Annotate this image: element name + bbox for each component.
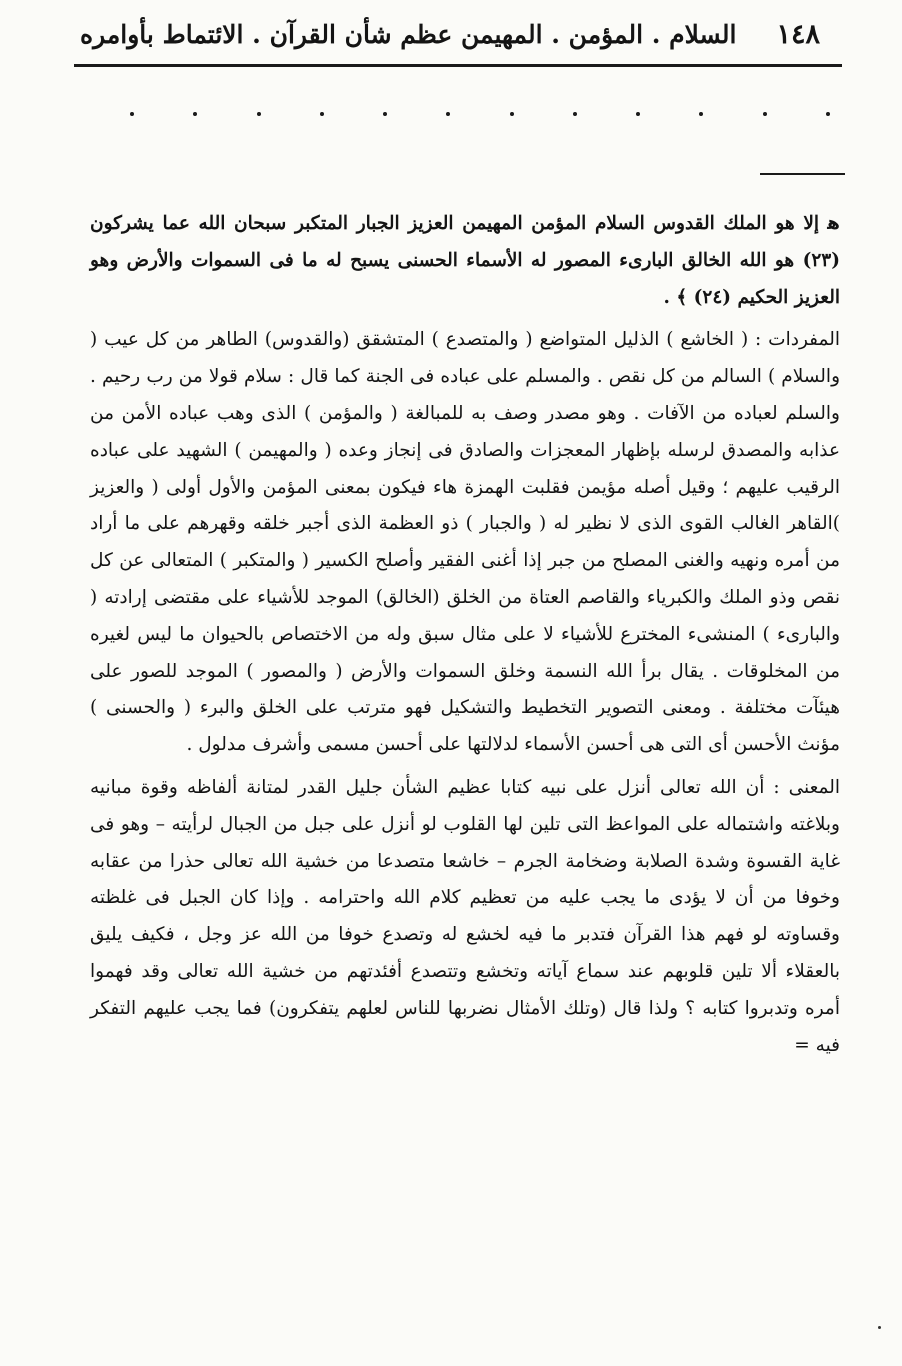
dot	[826, 112, 830, 116]
vocabulary-paragraph: المفردات : ( الخاشع ) الذليل المتواضع ( والمتصدع ) المتشقق (والقدوس) الطاهر من كل عيب ( والسلام ) السالم من كل نقص . والمسلم على عباده فى الجنة كما قال : سلام قولا من رب رحيم . والسلم لعباده من الآفات . وهو مصدر وصف به للمبالغة ( والمؤمن ) الذى وهب عباده الأمن من عذابه والمصدق لرسله بإظهار المعجزات والصادق فى إنجاز وعده ( والمهيمن ) الشهيد على عباده الرقيب عليهم ؛ وقيل أصله مؤيمن فقلبت الهمزة هاء فيكون بمعنى المؤمن والأول أولى ( والعزيز )القاهر الغالب القوى الذى لا نظير له ( والجبار ) ذو العظمة الذى أجبر خلقه وقهرهم على ما أراد من أمره ونهيه والغنى المصلح من جبر إذا أغنى الفقير وأصلح الكسير ( والمتكبر ) المتعالى عن كل نقص وذو الملك والكبرياء والقاصم العتاة من الخلق (الخالق) الموجد للأشياء على مقتضى إرادته ( والبارىء ) المنشىء المخترع للأشياء لا على مثال سبق وله من الاختصاص بالحيوان ما ليس لغيره من المخلوقات . يقال برأ الله النسمة وخلق السموات والأرض ( والمصور ) الموجد للصور على هيئآت مختلفة . ومعنى التصوير التخطيط والتشكيل فهو مترتب على الخلق والبرء ( والحسنى ) مؤنث الأحسن أى التى هى أحسن الأسماء لدلالتها على أحسن مسمى وأشرف مدلول .	[90, 329, 840, 756]
dot	[763, 112, 767, 116]
dot	[383, 112, 387, 116]
verse-paragraph	[90, 206, 840, 316]
verse-marker: ﻫ	[827, 213, 840, 234]
dot	[510, 112, 514, 116]
dot	[699, 112, 703, 116]
dot	[573, 112, 577, 116]
page-number: ١٤٨	[776, 18, 820, 50]
running-title: السلام . المؤمن . المهيمن عظم شأن القرآن . الائتماط بأوامره	[80, 19, 737, 49]
body-text	[90, 206, 840, 1064]
margin-speck	[878, 1326, 881, 1329]
ellipsis-dots	[130, 112, 830, 132]
page-header	[80, 8, 820, 60]
dot	[320, 112, 324, 116]
header-rule	[74, 64, 842, 67]
dot	[193, 112, 197, 116]
meaning-paragraph: المعنى : أن الله تعالى أنزل على نبيه كتابا عظيم الشأن جليل القدر لمتانة ألفاظه وقوة مبانيه وبلاغته واشتماله على المواعظ التى تلين لها القلوب لو أنزل على جبل من الجبال لرأيته – وهو فى غاية القسوة وشدة الصلابة وضخامة الجرم – خاشعا متصدعا من خشية الله تعالى حذرا من عقابه وخوفا من أن لا يؤدى ما يجب عليه من تعظيم كلام الله واحترامه . وإذا كان الجبل فى غلظته وقساوته لو فهم هذا القرآن فتدبر ما فيه لخشع له وتصدع خوفا من الله عز وجل ، فكيف يليق بالعقلاء ألا تلين قلوبهم عند سماع آياته وتخشع وتتصدع أفئدتهم من خشية الله تعالى وقد فهموا أمره وتدبروا كتابه ؟ ولذا قال (وتلك الأمثال نضربها للناس لعلهم يتفكرون) فما يجب عليهم التفكر فيه =	[90, 776, 840, 1056]
dot	[446, 112, 450, 116]
section-rule	[760, 173, 845, 175]
dot	[636, 112, 640, 116]
quran-verse: إلا هو الملك القدوس السلام المؤمن المهيمن العزيز الجبار المتكبر سبحان الله عما يشركون (٢٣) هو الله الخالق البارىء المصور له الأسماء الحسنى يسبح له ما فى السموات والأرض وهو العزيز الحكيم (٢٤) ﴾ .	[90, 213, 840, 308]
dot	[257, 112, 261, 116]
dot	[130, 112, 134, 116]
